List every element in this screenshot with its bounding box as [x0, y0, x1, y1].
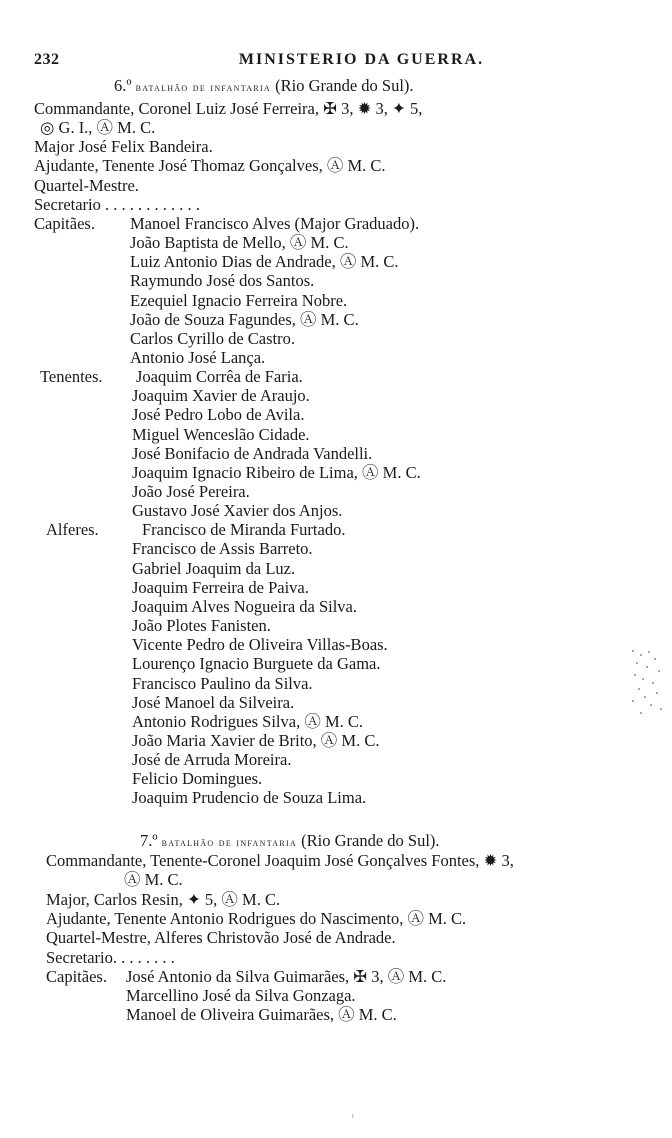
roster-line: Commandante, Tenente-Coronel Joaquim José Gonçalves Fontes, ✹ 3,: [46, 851, 514, 870]
speck: [642, 678, 644, 680]
roster-entry: José Antonio da Silva Guimarães, ✠ 3, Ⓐ M. C.: [126, 966, 447, 986]
roster-line: Vicente Pedro de Oliveira Villas-Boas.: [132, 635, 388, 655]
roster-line: Gabriel Joaquim da Luz.: [132, 558, 296, 578]
roster-line: Commandante, Coronel Luiz José Ferreira, ✠ 3, ✹ 3, ✦ 5,: [34, 99, 423, 118]
roster-line: José Pedro Lobo de Avila.: [132, 405, 305, 425]
roster-line: Ajudante, Tenente Antonio Rodrigues do Nascimento, Ⓐ M. C.: [46, 908, 467, 928]
speck: [660, 708, 662, 710]
roster-line: Luiz Antonio Dias de Andrade, Ⓐ M. C.: [130, 252, 399, 272]
rank-label: Tenentes.: [40, 367, 103, 387]
heading-prefix: 7.º: [140, 831, 158, 850]
speck: [634, 674, 636, 676]
heading-unit: batalhão de infantaria: [135, 80, 272, 94]
roster-line: Raymundo José dos Santos.: [130, 271, 315, 291]
rank-label: Capitães.: [46, 966, 107, 986]
roster-line: Antonio Rodrigues Silva, Ⓐ M. C.: [132, 711, 364, 731]
roster-line: José Bonifacio de Andrada Vandelli.: [132, 443, 373, 463]
roster-entry: Joaquim Corrêa de Faria.: [136, 367, 303, 387]
roster-line: João José Pereira.: [132, 482, 250, 501]
roster-line: [40, 367, 303, 386]
roster-line: Francisco de Assis Barreto.: [132, 539, 313, 559]
section-heading-7: [140, 831, 440, 852]
roster-line: João de Souza Fagundes, Ⓐ M. C.: [130, 309, 359, 329]
heading-prefix: 6.º: [114, 76, 132, 95]
roster-line: [46, 967, 446, 986]
heading-region: (Rio Grande do Sul).: [275, 76, 414, 95]
roster-line: Carlos Cyrillo de Castro.: [130, 328, 295, 348]
speck: [640, 712, 642, 714]
roster-line: João Maria Xavier de Brito, Ⓐ M. C.: [132, 730, 380, 750]
roster-line: Francisco Paulino da Silva.: [132, 673, 313, 693]
roster-line: ◎ G. I., Ⓐ M. C.: [40, 118, 156, 138]
roster-line: Antonio José Lança.: [130, 347, 266, 367]
footer-mark: ʳ: [352, 1112, 355, 1123]
roster-line: Secretario. . . . . . . .: [46, 947, 175, 967]
speck: [632, 650, 634, 652]
speck: [648, 651, 650, 653]
roster-line: João Plotes Fanisten.: [132, 616, 271, 636]
roster-line: José Manoel da Silveira.: [132, 692, 295, 712]
roster-line: José de Arruda Moreira.: [132, 750, 292, 770]
page-number: 232: [34, 51, 60, 68]
roster-line: [46, 520, 345, 539]
paper-specks: [628, 648, 664, 718]
roster-line: Joaquim Ignacio Ribeiro de Lima, Ⓐ M. C.: [132, 462, 421, 482]
roster-line: Ajudante, Tenente José Thomaz Gonçalves, Ⓐ M. C.: [34, 156, 386, 176]
roster-line: Joaquim Ferreira de Paiva.: [132, 577, 309, 597]
rank-label: Capitães.: [34, 213, 95, 233]
roster-entry: Francisco de Miranda Furtado.: [142, 520, 346, 540]
speck: [644, 696, 646, 698]
roster-line: Ezequiel Ignacio Ferreira Nobre.: [130, 290, 348, 310]
speck: [652, 682, 654, 684]
roster-line: Secretario . . . . . . . . . . . .: [34, 194, 200, 214]
speck: [636, 662, 638, 664]
roster-line: Marcellino José da Silva Gonzaga.: [126, 986, 356, 1006]
speck: [632, 700, 634, 702]
speck: [656, 692, 658, 694]
roster-line: Major, Carlos Resin, ✦ 5, Ⓐ M. C.: [46, 889, 281, 909]
rank-label: Alferes.: [46, 520, 99, 540]
roster-entry: Manoel Francisco Alves (Major Graduado).: [130, 213, 420, 233]
roster-line: Joaquim Alves Nogueira da Silva.: [132, 596, 358, 616]
speck: [654, 658, 656, 660]
roster-line: Joaquim Xavier de Araujo.: [132, 386, 310, 406]
roster-line: Quartel-Mestre, Alferes Christovão José de Andrade.: [46, 928, 396, 948]
speck: [658, 670, 660, 672]
roster-line: João Baptista de Mello, Ⓐ M. C.: [130, 233, 349, 253]
heading-unit: batalhão de infantaria: [161, 835, 298, 849]
heading-region: (Rio Grande do Sul).: [301, 831, 440, 850]
roster-line: Major José Felix Bandeira.: [34, 137, 213, 157]
speck: [650, 704, 652, 706]
roster-line: Miguel Wenceslão Cidade.: [132, 424, 310, 444]
speck: [640, 654, 642, 656]
roster-line: Joaquim Prudencio de Souza Lima.: [132, 788, 367, 808]
speck: [638, 688, 640, 690]
running-title: MINISTERIO DA GUERRA.: [238, 51, 485, 68]
running-header: [34, 50, 649, 72]
roster-line: Ⓐ M. C.: [124, 870, 183, 890]
roster-line: Felicio Domingues.: [132, 769, 263, 789]
roster-line: Lourenço Ignacio Burguete da Gama.: [132, 654, 381, 674]
roster-line: Quartel-Mestre.: [34, 175, 139, 195]
roster-line: Gustavo José Xavier dos Anjos.: [132, 501, 343, 521]
speck: [646, 666, 648, 668]
section-heading-6: [114, 76, 414, 97]
roster-line: Manoel de Oliveira Guimarães, Ⓐ M. C.: [126, 1005, 397, 1025]
roster-line: [34, 214, 419, 233]
